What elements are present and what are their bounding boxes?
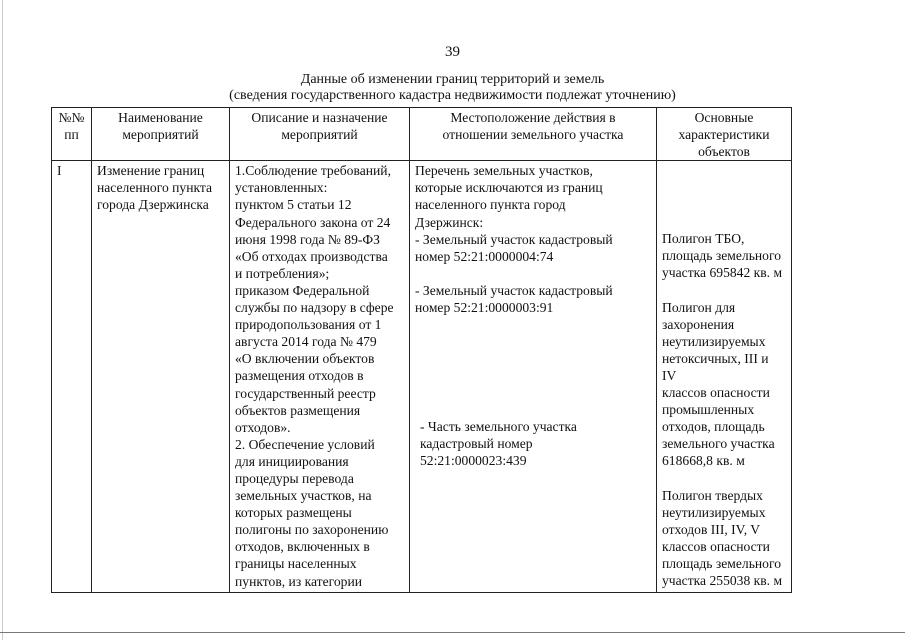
location-item-2: - Земельный участок кадастровый номер 52:21:0000003:91 [415,282,613,315]
document-title [0,72,905,104]
header-characteristics: Основные характеристики объектов [657,108,792,161]
title-line-2: (сведения государственного кадастра недвижимости подлежат уточнению) [229,88,676,103]
cell-location [410,161,657,593]
table-row [52,161,792,593]
table-header-row [52,108,792,161]
header-description: Описание и назначение мероприятий [230,108,410,161]
cell-description [230,161,410,593]
title-line-1: Данные об изменении границ территорий и земель [300,72,605,87]
cell-number: I [52,161,92,593]
page-number: 39 [445,44,460,60]
changes-table [51,107,792,593]
location-intro: Перечень земельных участков, которые исключаются из границ населенного пункта город Дзержинск: [415,163,603,230]
cell-name: Изменение границ населенного пункта города Дзержинска [92,161,230,593]
header-number: №№ пп [52,108,92,161]
characteristics-item-3: Полигон твердых неутилизируемых отходов III, IV, V классов опасности площадь земельного участка 255038 кв. м [662,487,783,588]
description-item-1: 1.Соблюдение требований, установленных: пунктом 5 статьи 12 Федерального закона от 24 июня 1998 года № 89-ФЗ «Об отходах производства и потребления»; приказом Федеральной службы по надзору в сфере природопользования от 1 августа 2014 года № 479 «О включении объектов размещения отходов в государственный реестр объектов размещения отходов». [235,163,394,435]
location-item-1: - Земельный участок кадастровый номер 52:21:0000004:74 [415,231,613,264]
description-item-2: 2. Обеспечение условий для инициирования процедуры перевода земельных участков, на которых размещены полигоны по захоронению отходов, включенных в границы населенных пунктов, из категории [235,436,389,589]
characteristics-item-1: Полигон ТБО, площадь земельного участка 695842 кв. м [662,231,783,281]
cell-characteristics [657,161,792,593]
location-item-3: - Часть земельного участка кадастровый номер 52:21:0000023:439 [420,419,577,469]
scan-bottom-edge [0,632,905,633]
characteristics-item-2: Полигон для захоронения неутилизируемых нетоксичных, III и IV классов опасности промышленных отходов, площадь земельного участка 618668,8 кв. м [662,299,775,469]
header-name: Наименование мероприятий [92,108,230,161]
header-location: Местоположение действия в отношении земельного участка [410,108,657,161]
